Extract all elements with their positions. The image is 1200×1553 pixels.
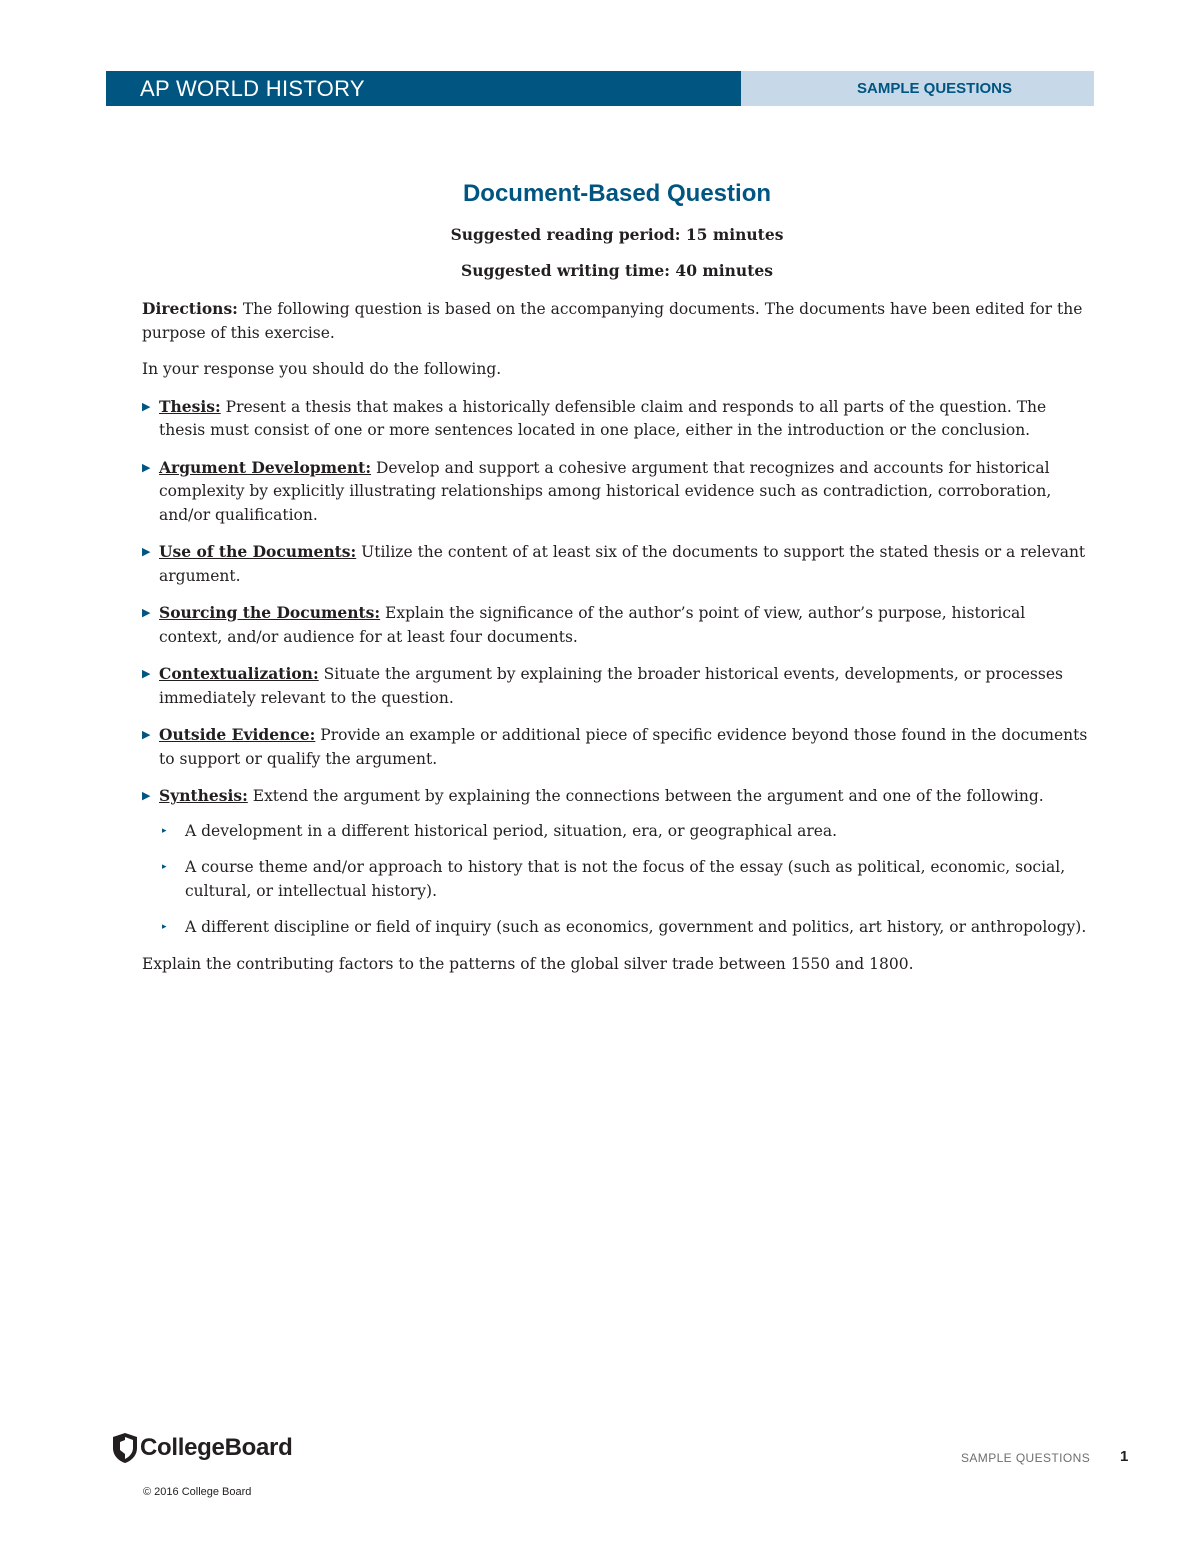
shield-icon bbox=[112, 1432, 138, 1464]
item-term: Outside Evidence: bbox=[159, 725, 316, 744]
item-term: Sourcing the Documents: bbox=[159, 603, 381, 622]
footer-label: SAMPLE QUESTIONS bbox=[961, 1451, 1091, 1465]
college-board-logo bbox=[112, 1432, 292, 1464]
page-number: 1 bbox=[1120, 1448, 1129, 1465]
page-header bbox=[106, 71, 1094, 106]
arrow-bullet-icon: ▶ bbox=[142, 545, 151, 558]
item-term: Thesis: bbox=[159, 396, 221, 416]
essay-question: Explain the contributing factors to the patterns of the global silver trade between 1550 and 1800. bbox=[142, 954, 914, 973]
arrow-bullet-icon: ▶ bbox=[142, 606, 151, 619]
triangle-bullet-icon: ▸ bbox=[162, 825, 167, 836]
sub-item-text: A development in a different historical period, situation, era, or geographical area. bbox=[185, 821, 838, 840]
list-item bbox=[142, 456, 1092, 528]
page-title: Document-Based Question bbox=[462, 180, 772, 207]
triangle-bullet-icon: ▸ bbox=[162, 862, 167, 872]
reading-period: Suggested reading period: 15 minutes bbox=[450, 225, 784, 244]
copyright: © 2016 College Board bbox=[143, 1486, 252, 1498]
sub-list-item bbox=[159, 916, 1092, 940]
item-term: Argument Development: bbox=[159, 457, 372, 477]
arrow-bullet-icon: ▶ bbox=[142, 399, 151, 413]
item-text: Develop and support a cohesive argument that recognizes and accounts for historical complexity by explicitly illustrating relationships among historical evidence such as contradiction, corroboration, and/or qualification. bbox=[159, 458, 1052, 524]
arrow-bullet-icon: ▶ bbox=[142, 460, 151, 474]
item-term: Synthesis: bbox=[159, 786, 248, 805]
arrow-bullet-icon: ▶ bbox=[142, 728, 151, 741]
list-item bbox=[142, 395, 1092, 443]
list-item bbox=[142, 601, 1092, 649]
logo-text: CollegeBoard bbox=[140, 1434, 293, 1461]
intro-text: In your response you should do the following. bbox=[142, 360, 502, 378]
item-text: Utilize the content of at least six of the documents to support the stated thesis or a relevant argument. bbox=[159, 543, 1086, 585]
directions-text: The following question is based on the accompanying documents. The documents have been edited for the purpose of this exercise. bbox=[142, 300, 1083, 342]
item-term: Contextualization: bbox=[159, 664, 319, 683]
rubric-list bbox=[142, 395, 1092, 940]
item-text: Situate the argument by explaining the broader historical events, developments, or processes immediately relevant to the question. bbox=[159, 665, 1063, 707]
arrow-bullet-icon: ▶ bbox=[142, 667, 151, 680]
item-term: Use of the Documents: bbox=[159, 542, 357, 561]
sub-list-item bbox=[159, 856, 1092, 903]
item-text: Present a thesis that makes a historically defensible claim and responds to all parts of the question. The thesis must consist of one or more sentences located in one place, either in the introduction or the conclusion. bbox=[159, 397, 1047, 439]
writing-time: Suggested writing time: 40 minutes bbox=[461, 261, 773, 280]
synthesis-options bbox=[159, 820, 1092, 940]
sub-item-text: A course theme and/or approach to history that is not the focus of the essay (such as political, economic, social, cultural, or intellectual history). bbox=[185, 858, 1066, 900]
list-item bbox=[142, 784, 1092, 940]
list-item bbox=[142, 540, 1092, 588]
sub-item-text: A different discipline or field of inquiry (such as economics, government and politics, art history, or anthropology). bbox=[185, 918, 1087, 936]
sub-list-item bbox=[159, 820, 1092, 844]
header-section: SAMPLE QUESTIONS bbox=[741, 71, 1094, 106]
item-text: Explain the significance of the author’s point of view, author’s purpose, historical context, and/or audience for at least four documents. bbox=[159, 604, 1026, 646]
item-text: Provide an example or additional piece of specific evidence beyond those found in the documents to support or qualify the argument. bbox=[159, 726, 1088, 768]
triangle-bullet-icon: ▸ bbox=[162, 922, 167, 932]
directions bbox=[142, 297, 1092, 345]
list-item bbox=[142, 723, 1092, 771]
header-subject: AP WORLD HISTORY bbox=[106, 71, 741, 106]
list-item bbox=[142, 662, 1092, 710]
document-body bbox=[142, 180, 1092, 989]
arrow-bullet-icon: ▶ bbox=[142, 789, 151, 802]
directions-label: Directions: bbox=[142, 299, 238, 318]
item-text: Extend the argument by explaining the connections between the argument and one of the following. bbox=[247, 787, 1044, 805]
